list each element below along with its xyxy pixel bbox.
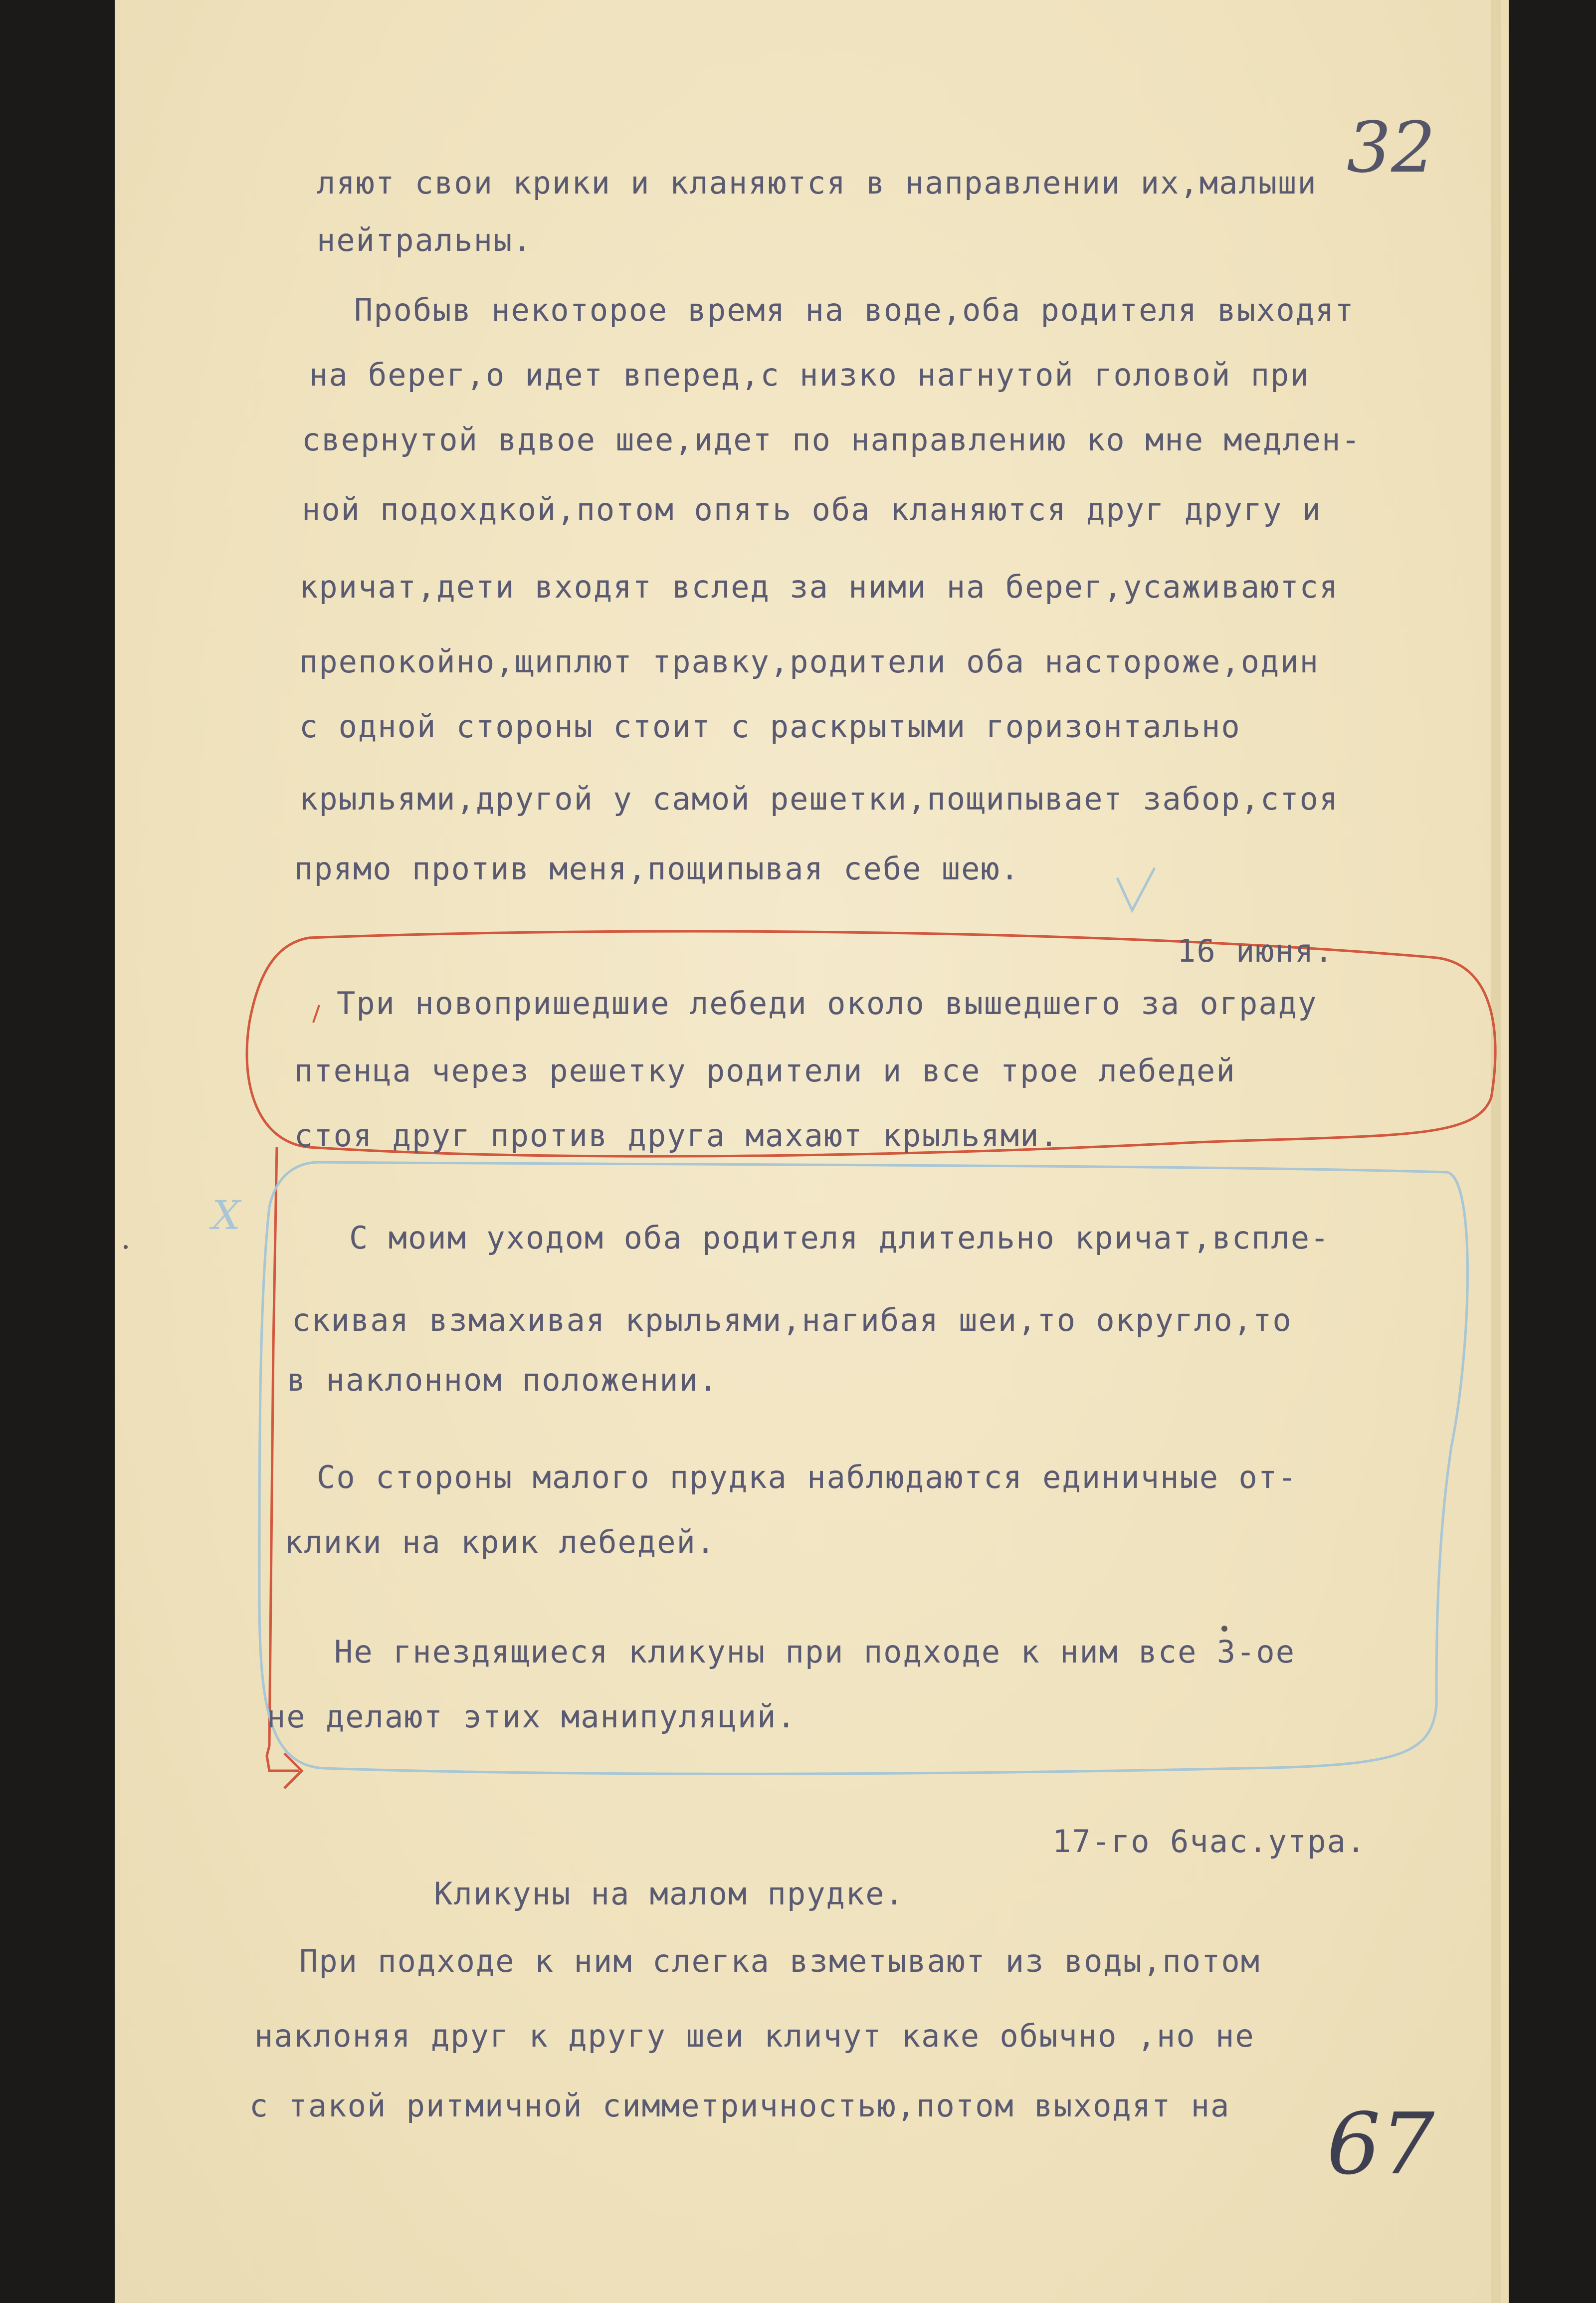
text-line: ной подохдкой,потом опять оба кланяются друг другу и: [302, 491, 1322, 528]
blue-check-mark: [1117, 868, 1155, 910]
margin-check-mark: X: [212, 1192, 240, 1239]
text-line: кричат,дети входят вслед за ними на берег,усаживаются: [299, 569, 1339, 605]
text-line: стоя друг против друга махают крыльями.: [294, 1117, 1059, 1154]
text-line: наклоняя друг к другу шеи кличут каке обычно ,но не: [254, 2018, 1255, 2054]
text-line: Пробыв некоторое время на воде,оба родителя выходят: [354, 292, 1355, 328]
text-line: в наклонном положении.: [287, 1362, 719, 1398]
text-line: нейтральны.: [317, 222, 533, 258]
text-line: свернутой вдвое шее,идет по направлению ко мне медлен-: [302, 421, 1361, 458]
text-line: птенца через решетку родители и все трое лебедей: [294, 1052, 1236, 1089]
section-heading: Кликуны на малом прудке.: [434, 1876, 905, 1912]
text-line: Не гнездящиеся кликуны при подходе к ним все 3-ое: [334, 1634, 1296, 1670]
date-heading: 16 июня.: [1177, 933, 1334, 969]
date-heading: 17-го 6час.утра.: [1052, 1823, 1367, 1860]
page-number-top: 32: [1347, 107, 1436, 189]
text-line: не делают этих манипуляций.: [267, 1698, 797, 1735]
text-line: с такой ритмичной симметричностью,потом выходят на: [249, 2088, 1230, 2124]
red-bracket-arrow: [267, 1147, 299, 1771]
text-line: с одной стороны стоит с раскрытыми горизонтально: [299, 708, 1241, 745]
text-line: Со стороны малого прудка наблюдаются единичные от-: [317, 1459, 1298, 1495]
text-line: препокойно,щиплют травку,родители оба настороже,один: [299, 643, 1320, 680]
page-number-bottom: 67: [1327, 2095, 1435, 2194]
text-line: скивая взмахивая крыльями,нагибая шеи,то округло,то: [292, 1302, 1292, 1338]
text-line: крыльями,другой у самой решетки,пощипывает забор,стоя: [299, 781, 1339, 817]
text-line: прямо против меня,пощипывая себе шею.: [294, 850, 1020, 887]
text-line: Три новопришедшие лебеди около вышедшего за ограду: [337, 985, 1318, 1022]
text-line: на берег,о идет вперед,с низко нагнутой головой при: [309, 357, 1310, 393]
text-line: При подходе к ним слегка взметывают из воды,потом: [299, 1943, 1261, 1979]
text-line: ляют свои крики и кланяются в направлении их,малыши: [317, 165, 1317, 201]
red-tick: [313, 1005, 319, 1023]
text-line: С моим уходом оба родителя длительно кричат,вспле-: [349, 1220, 1330, 1256]
text-line: клики на крик лебедей.: [284, 1524, 716, 1560]
